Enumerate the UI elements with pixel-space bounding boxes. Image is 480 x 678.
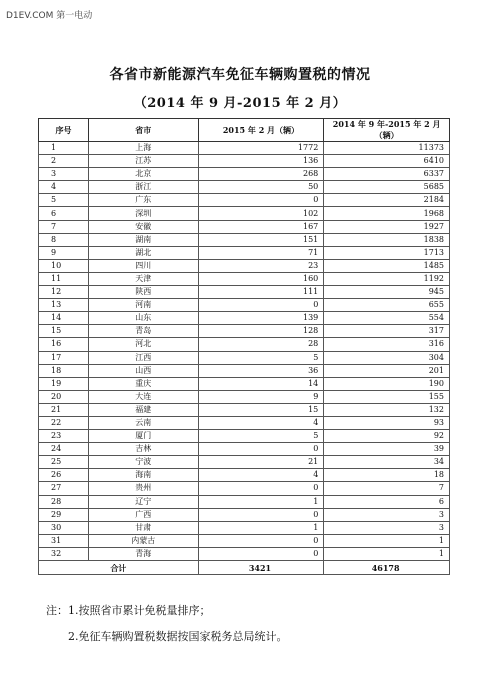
cell-index: 8 [39,233,89,246]
cell-province: 山西 [88,364,198,377]
total-row [39,561,450,575]
table-row [39,207,450,220]
cell-cumulative: 92 [324,430,450,443]
cell-index: 19 [39,377,89,390]
cell-index: 18 [39,364,89,377]
table-row [39,390,450,403]
table-row [39,456,450,469]
cell-cumulative: 7 [324,482,450,495]
cell-cumulative: 1927 [324,220,450,233]
cell-index: 20 [39,390,89,403]
cell-feb2015: 0 [198,508,324,521]
cell-province: 深圳 [88,207,198,220]
cell-feb2015: 1 [198,521,324,534]
cell-province: 吉林 [88,443,198,456]
cell-cumulative: 11373 [324,142,450,155]
cell-feb2015: 1772 [198,142,324,155]
cell-feb2015: 0 [198,547,324,560]
table-row [39,286,450,299]
cell-index: 14 [39,312,89,325]
cell-cumulative: 655 [324,299,450,312]
note-1: 注：1.按照省市累计免税量排序； [46,604,211,617]
cell-province: 江苏 [88,155,198,168]
table-row [39,443,450,456]
cell-index: 2 [39,155,89,168]
table-row [39,233,450,246]
table-row [39,168,450,181]
cell-province: 四川 [88,259,198,272]
table-row [39,416,450,429]
cell-province: 大连 [88,390,198,403]
table-row [39,325,450,338]
cell-feb2015: 102 [198,207,324,220]
cell-feb2015: 0 [198,299,324,312]
cell-province: 厦门 [88,430,198,443]
cell-index: 28 [39,495,89,508]
header-feb2015: 2015 年 2 月（辆） [198,119,324,142]
table-row [39,508,450,521]
document-subtitle: （2014 年 9 月-2015 年 2 月） [133,96,347,111]
cell-index: 23 [39,430,89,443]
cell-province: 广西 [88,508,198,521]
cell-index: 17 [39,351,89,364]
cell-index: 24 [39,443,89,456]
cell-feb2015: 111 [198,286,324,299]
cell-cumulative: 34 [324,456,450,469]
cell-index: 6 [39,207,89,220]
table-row [39,482,450,495]
cell-cumulative: 2184 [324,194,450,207]
cell-cumulative: 6410 [324,155,450,168]
cell-feb2015: 128 [198,325,324,338]
cell-cumulative: 317 [324,325,450,338]
cell-cumulative: 5685 [324,181,450,194]
cell-province: 江西 [88,351,198,364]
cell-feb2015: 5 [198,430,324,443]
total-cumulative: 46178 [324,561,450,575]
cell-index: 25 [39,456,89,469]
cell-index: 11 [39,272,89,285]
total-label: 合计 [39,561,199,575]
cell-index: 16 [39,338,89,351]
table-row [39,364,450,377]
cell-province: 河北 [88,338,198,351]
cell-cumulative: 155 [324,390,450,403]
cell-feb2015: 9 [198,390,324,403]
cell-cumulative: 316 [324,338,450,351]
cell-province: 山东 [88,312,198,325]
cell-feb2015: 36 [198,364,324,377]
tax-exemption-table [38,118,450,575]
table-row [39,259,450,272]
cell-cumulative: 39 [324,443,450,456]
table-row [39,377,450,390]
table-row [39,142,450,155]
cell-province: 广东 [88,194,198,207]
cell-province: 青海 [88,547,198,560]
cell-index: 3 [39,168,89,181]
cell-cumulative: 1 [324,534,450,547]
cell-province: 内蒙古 [88,534,198,547]
cell-cumulative: 1838 [324,233,450,246]
cell-cumulative: 6 [324,495,450,508]
cell-feb2015: 0 [198,443,324,456]
table-row [39,469,450,482]
header-cumulative: 2014 年 9 年-2015 年 2 月（辆） [324,119,450,142]
table-row [39,495,450,508]
cell-feb2015: 71 [198,246,324,259]
cell-feb2015: 160 [198,272,324,285]
cell-province: 甘肃 [88,521,198,534]
cell-province: 陕西 [88,286,198,299]
cell-province: 河南 [88,299,198,312]
cell-province: 湖南 [88,233,198,246]
table-row [39,351,450,364]
header-row [39,119,450,142]
cell-index: 7 [39,220,89,233]
cell-province: 海南 [88,469,198,482]
cell-index: 15 [39,325,89,338]
cell-province: 北京 [88,168,198,181]
table-row [39,521,450,534]
table-row [39,403,450,416]
cell-feb2015: 4 [198,416,324,429]
cell-feb2015: 4 [198,469,324,482]
cell-province: 安徽 [88,220,198,233]
cell-cumulative: 1485 [324,259,450,272]
table-row [39,547,450,560]
cell-index: 29 [39,508,89,521]
table-row [39,430,450,443]
document-title: 各省市新能源汽车免征车辆购置税的情况 [109,67,371,83]
cell-index: 1 [39,142,89,155]
cell-cumulative: 945 [324,286,450,299]
cell-index: 10 [39,259,89,272]
cell-province: 青岛 [88,325,198,338]
cell-cumulative: 190 [324,377,450,390]
table-row [39,181,450,194]
cell-cumulative: 18 [324,469,450,482]
cell-index: 13 [39,299,89,312]
cell-cumulative: 1 [324,547,450,560]
cell-province: 云南 [88,416,198,429]
cell-feb2015: 5 [198,351,324,364]
cell-cumulative: 93 [324,416,450,429]
cell-feb2015: 151 [198,233,324,246]
cell-cumulative: 554 [324,312,450,325]
cell-index: 21 [39,403,89,416]
table-row [39,220,450,233]
cell-cumulative: 6337 [324,168,450,181]
header-index: 序号 [39,119,89,142]
table-row [39,194,450,207]
table-body [39,142,450,561]
table-row [39,155,450,168]
cell-index: 30 [39,521,89,534]
cell-feb2015: 50 [198,181,324,194]
cell-province: 宁波 [88,456,198,469]
note-2: 2.免征车辆购置税数据按国家税务总局统计。 [68,630,288,643]
cell-province: 上海 [88,142,198,155]
cell-province: 浙江 [88,181,198,194]
table-row [39,246,450,259]
cell-index: 31 [39,534,89,547]
cell-feb2015: 139 [198,312,324,325]
cell-cumulative: 3 [324,521,450,534]
cell-feb2015: 15 [198,403,324,416]
table-row [39,534,450,547]
cell-index: 9 [39,246,89,259]
cell-index: 32 [39,547,89,560]
cell-index: 22 [39,416,89,429]
cell-province: 湖北 [88,246,198,259]
cell-province: 重庆 [88,377,198,390]
cell-feb2015: 23 [198,259,324,272]
total-feb2015: 3421 [198,561,324,575]
cell-cumulative: 1192 [324,272,450,285]
cell-province: 贵州 [88,482,198,495]
table-row [39,312,450,325]
cell-feb2015: 136 [198,155,324,168]
cell-feb2015: 268 [198,168,324,181]
table-row [39,338,450,351]
cell-cumulative: 201 [324,364,450,377]
cell-feb2015: 0 [198,534,324,547]
cell-cumulative: 132 [324,403,450,416]
watermark: D1EV.COM 第一电动 [6,11,93,21]
cell-feb2015: 167 [198,220,324,233]
cell-cumulative: 1968 [324,207,450,220]
cell-province: 福建 [88,403,198,416]
cell-feb2015: 0 [198,194,324,207]
cell-cumulative: 304 [324,351,450,364]
cell-province: 辽宁 [88,495,198,508]
table-header [39,119,450,142]
cell-index: 5 [39,194,89,207]
cell-feb2015: 0 [198,482,324,495]
cell-cumulative: 3 [324,508,450,521]
cell-index: 27 [39,482,89,495]
cell-feb2015: 21 [198,456,324,469]
cell-feb2015: 1 [198,495,324,508]
table-row [39,299,450,312]
cell-index: 12 [39,286,89,299]
table-row [39,272,450,285]
cell-feb2015: 28 [198,338,324,351]
cell-province: 天津 [88,272,198,285]
notes [46,598,288,650]
cell-index: 4 [39,181,89,194]
cell-cumulative: 1713 [324,246,450,259]
cell-index: 26 [39,469,89,482]
cell-feb2015: 14 [198,377,324,390]
header-province: 省市 [88,119,198,142]
